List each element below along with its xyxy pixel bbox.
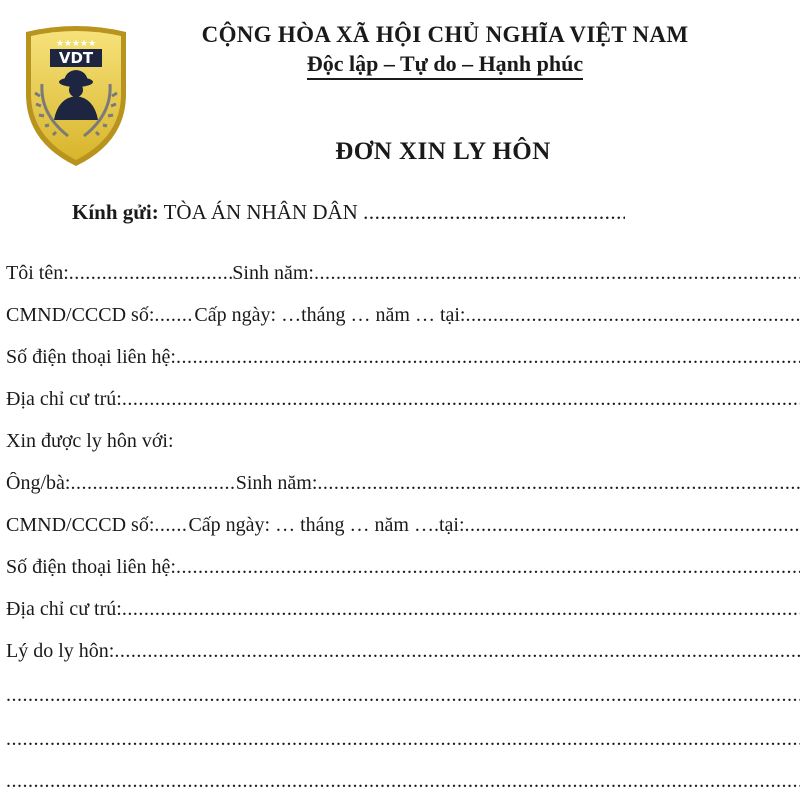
reason-continuation-line-2[interactable] xyxy=(6,728,800,758)
spouse-name-label: Ông/bà: xyxy=(6,472,71,494)
applicant-issue-label: Cấp ngày: …tháng … năm … tại: xyxy=(194,304,466,326)
applicant-id-label: CMND/CCCD số: xyxy=(6,304,155,326)
applicant-issue-place-field[interactable] xyxy=(466,304,800,327)
applicant-address-row xyxy=(6,388,800,418)
recipient-label: Kính gửi: xyxy=(72,200,159,224)
spouse-name-field[interactable] xyxy=(70,472,235,495)
applicant-id-row xyxy=(6,304,800,334)
national-header xyxy=(160,20,730,80)
applicant-name-field[interactable] xyxy=(69,262,233,285)
request-row xyxy=(6,430,800,460)
nation-title: CỘNG HÒA XÃ HỘI CHỦ NGHĨA VIỆT NAM xyxy=(201,22,689,47)
spouse-address-label: Địa chỉ cư trú: xyxy=(6,598,122,620)
recipient-line xyxy=(72,200,625,225)
applicant-id-field[interactable] xyxy=(154,304,194,327)
spouse-id-row xyxy=(6,514,800,544)
spouse-issue-label: Cấp ngày: … tháng … năm ….tại: xyxy=(188,514,465,536)
document-title: ĐƠN XIN LY HÔN xyxy=(335,138,551,165)
applicant-phone-row xyxy=(6,346,800,376)
spouse-phone-field[interactable] xyxy=(176,556,800,579)
reason-field[interactable] xyxy=(114,640,800,663)
spouse-name-row xyxy=(6,472,800,502)
applicant-address-field[interactable] xyxy=(122,388,800,411)
reason-continuation-line-3[interactable] xyxy=(6,770,800,800)
logo-stars: ★★★★★ xyxy=(55,39,97,49)
logo-text: VDT xyxy=(58,49,94,67)
spouse-phone-label: Số điện thoại liên hệ: xyxy=(6,556,176,578)
spouse-issue-place-field[interactable] xyxy=(465,514,800,537)
spouse-phone-row xyxy=(6,556,800,586)
recipient-value: TÒA ÁN NHÂN DÂN xyxy=(163,200,358,224)
applicant-phone-field[interactable] xyxy=(176,346,800,369)
applicant-phone-label: Số điện thoại liên hệ: xyxy=(6,346,176,368)
spouse-id-label: CMND/CCCD số: xyxy=(6,514,155,536)
reason-row xyxy=(6,640,800,670)
reason-label: Lý do ly hôn: xyxy=(6,640,115,662)
applicant-address-label: Địa chỉ cư trú: xyxy=(6,388,122,410)
spouse-birth-label: Sinh năm: xyxy=(235,472,318,494)
spouse-id-field[interactable] xyxy=(154,514,188,537)
spouse-birth-field[interactable] xyxy=(317,472,800,495)
applicant-name-row xyxy=(6,262,800,292)
spouse-address-field[interactable] xyxy=(122,598,800,621)
applicant-birth-label: Sinh năm: xyxy=(232,262,314,284)
recipient-court-field[interactable] xyxy=(363,200,625,225)
request-label: Xin được ly hôn với: xyxy=(6,430,174,452)
national-motto: Độc lập – Tự do – Hạnh phúc xyxy=(307,50,583,80)
reason-continuation-line-1[interactable] xyxy=(6,684,800,714)
applicant-birth-field[interactable] xyxy=(314,262,800,285)
applicant-name-label: Tôi tên: xyxy=(6,262,69,284)
spouse-address-row xyxy=(6,598,800,628)
